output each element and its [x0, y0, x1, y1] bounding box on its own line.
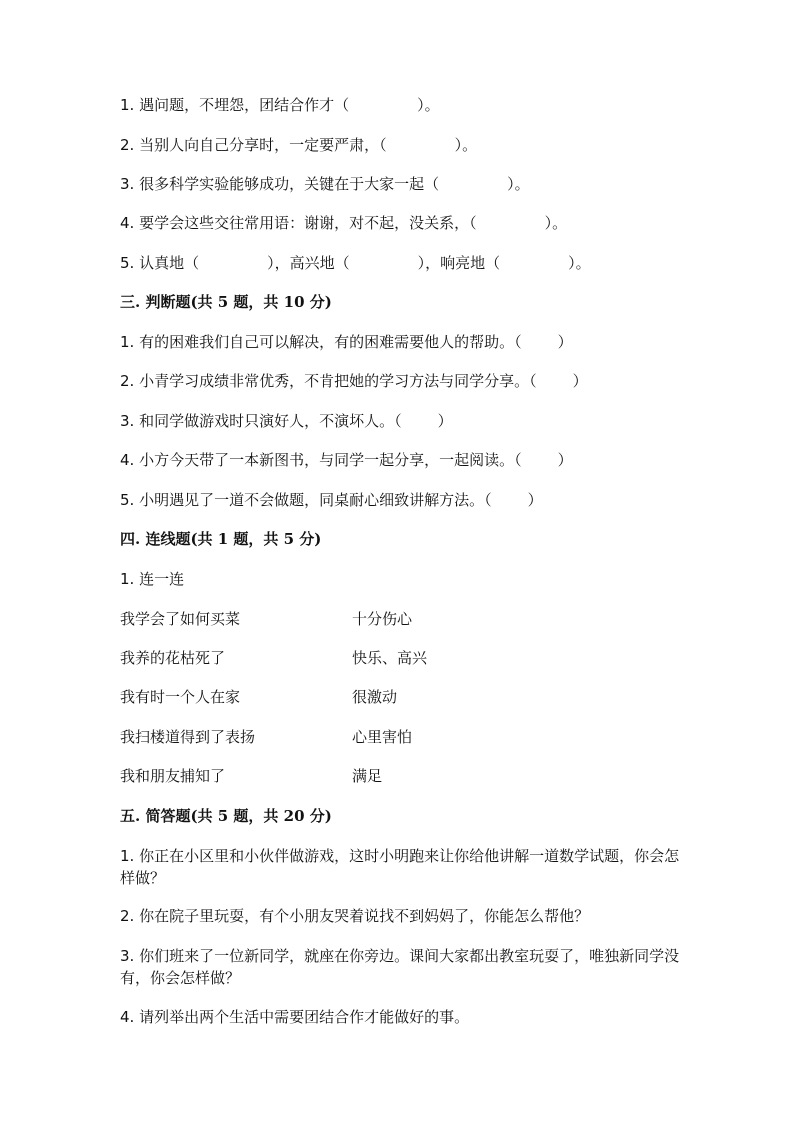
- judge-item-3: 3. 和同学做游戏时只演好人，不演坏人。（ ）: [120, 412, 453, 430]
- judge-heading: 三. 判断题(共 5 题，共 10 分): [120, 293, 332, 311]
- matching-right-item: 很激动: [352, 688, 398, 706]
- fill-blank-item-2: 2. 当别人向自己分享时，一定要严肃，（ ）。: [120, 136, 478, 154]
- fill-blank-item-1: 1. 遇问题，不埋怨，团结合作才（ ）。: [120, 96, 440, 114]
- judge-item-2: 2. 小青学习成绩非常优秀，不肯把她的学习方法与同学分享。（ ）: [120, 372, 588, 390]
- matching-right-item: 快乐、高兴: [352, 649, 428, 667]
- short-answer-heading: 五. 简答题(共 5 题，共 20 分): [120, 807, 332, 825]
- matching-left-item: 我和朋友捕知了: [120, 767, 226, 785]
- matching-right-item: 心里害怕: [352, 728, 413, 746]
- judge-item-1: 1. 有的困难我们自己可以解决，有的困难需要他人的帮助。（ ）: [120, 333, 573, 351]
- matching-question: 1. 连一连: [120, 570, 185, 588]
- matching-heading: 四. 连线题(共 1 题，共 5 分): [120, 530, 322, 548]
- fill-blank-item-5: 5. 认真地（ ），高兴地（ ），响亮地（ ）。: [120, 254, 591, 272]
- fill-blank-item-3: 3. 很多科学实验能够成功，关键在于大家一起（ ）。: [120, 175, 530, 193]
- matching-right-item: 满足: [352, 767, 383, 785]
- short-answer-item-2: 2. 你在院子里玩耍，有个小朋友哭着说找不到妈妈了，你能怎么帮他？: [120, 907, 590, 925]
- short-answer-item-1: 1. 你正在小区里和小伙伴做游戏，这时小明跑来让你给他讲解一道数学试题，你会怎样做？: [120, 847, 680, 887]
- matching-left-item: 我有时一个人在家: [120, 688, 241, 706]
- matching-left-item: 我学会了如何买菜: [120, 610, 241, 628]
- matching-left-item: 我扫楼道得到了表扬: [120, 728, 256, 746]
- matching-right-item: 十分伤心: [352, 610, 413, 628]
- short-answer-item-3: 3. 你们班来了一位新同学，就座在你旁边。课间大家都出教室玩耍了，唯独新同学没有，你会怎样做？: [120, 947, 680, 987]
- short-answer-item-4: 4. 请列举出两个生活中需要团结合作才能做好的事。: [120, 1008, 470, 1026]
- fill-blank-item-4: 4. 要学会这些交往常用语：谢谢，对不起，没关系，（ ）。: [120, 214, 568, 232]
- matching-left-item: 我养的花枯死了: [120, 649, 226, 667]
- judge-item-5: 5. 小明遇见了一道不会做题，同桌耐心细致讲解方法。（ ）: [120, 491, 543, 509]
- judge-item-4: 4. 小方今天带了一本新图书，与同学一起分享，一起阅读。（ ）: [120, 451, 573, 469]
